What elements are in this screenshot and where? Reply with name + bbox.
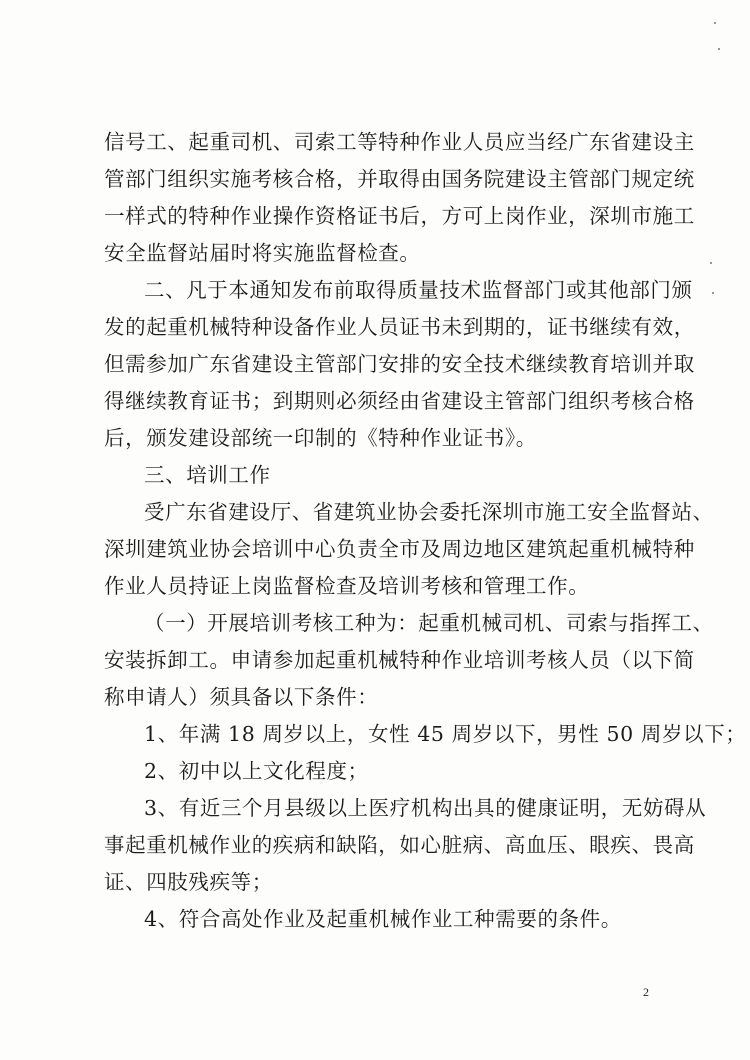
scan-speck (712, 292, 714, 294)
paragraph-line: 管部门组织实施考核合格，并取得由国务院建设主管部门规定统 (104, 167, 695, 191)
list-item: 3、有近三个月县级以上医疗机构出具的健康证明，无妨碍从 (144, 796, 707, 820)
paragraph-line: 但需参加广东省建设主管部门安排的安全技术继续教育培训并取 (104, 352, 695, 376)
paragraph-line: 作业人员持证上岗监督检查及培训考核和管理工作。 (104, 574, 590, 598)
paragraph-line: 后，颁发建设部统一印制的《特种作业证书》。 (104, 426, 537, 450)
paragraph-line: （一）开展培训考核工种为：起重机械司机、司索与指挥工、 (144, 611, 714, 635)
scan-speck (710, 262, 712, 264)
paragraph-line: 深圳建筑业协会培训中心负责全市及周边地区建筑起重机械特种 (104, 537, 695, 561)
paragraph-line: 二、凡于本通知发布前取得质量技术监督部门或其他部门颁 (144, 278, 693, 302)
scan-speck (718, 48, 720, 50)
list-item: 2、初中以上文化程度； (144, 759, 369, 783)
page-number: 2 (643, 985, 649, 999)
paragraph-line: 信号工、起重司机、司索工等特种作业人员应当经广东省建设主 (104, 130, 695, 154)
document-body (104, 124, 747, 938)
list-item: 4、符合高处作业及起重机械作业工种需要的条件。 (144, 907, 622, 931)
section-heading: 三、培训工作 (144, 463, 271, 487)
paragraph-line: 安全监督站届时将实施监督检查。 (104, 241, 421, 265)
paragraph-line: 受广东省建设厅、省建筑业协会委托深圳市施工安全监督站、 (144, 500, 714, 524)
paragraph-line: 得继续教育证书；到期则必须经由省建设主管部门组织考核合格 (104, 389, 695, 413)
paragraph-line: 称申请人）须具备以下条件： (104, 685, 379, 709)
list-item: 1、年满 18 周岁以上，女性 45 周岁以下，男性 50 周岁以下； (144, 722, 747, 746)
paragraph-line: 发的起重机械特种设备作业人员证书未到期的，证书继续有效， (104, 315, 695, 339)
paragraph-line: 证、四肢残疾等； (104, 870, 273, 894)
paragraph-line: 事起重机械作业的疾病和缺陷，如心脏病、高血压、眼疾、畏高 (104, 833, 695, 857)
paragraph-line: 安装拆卸工。申请参加起重机械特种作业培训考核人员（以下简 (104, 648, 695, 672)
scan-speck (714, 22, 716, 24)
paragraph-line: 一样式的特种作业操作资格证书后，方可上岗作业，深圳市施工 (104, 204, 695, 228)
